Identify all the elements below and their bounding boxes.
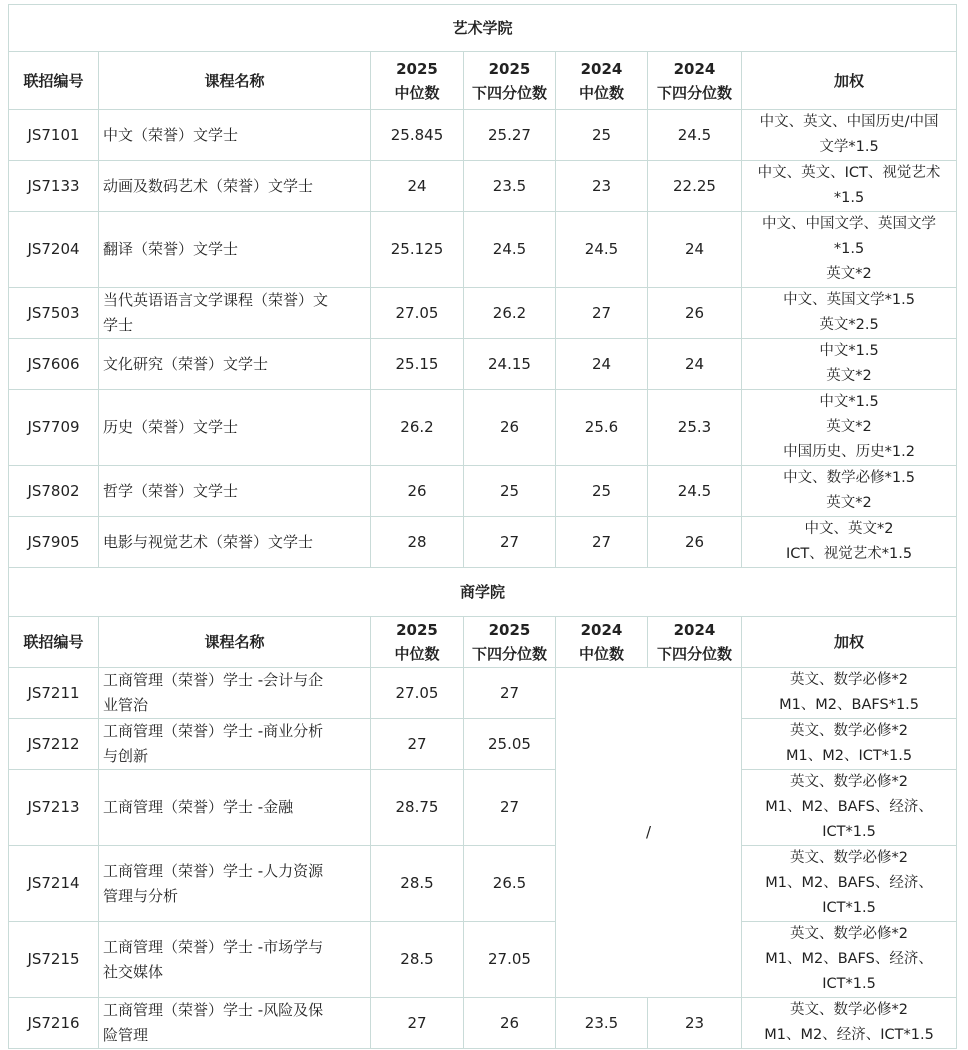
median-2025-line: 24 xyxy=(407,176,427,195)
course-name-line: 管理与分析 xyxy=(103,886,179,905)
median-2025-line: 28.75 xyxy=(395,798,439,816)
section-title-line: 商学院 xyxy=(460,582,506,601)
header-2025-median-line: 中位数 xyxy=(394,83,440,102)
column-header-row xyxy=(9,52,957,110)
lower-quartile-2025 xyxy=(464,161,556,212)
median-2025 xyxy=(371,390,464,466)
lower-quartile-2025 xyxy=(464,288,556,339)
table-row xyxy=(9,339,957,390)
table-row xyxy=(9,390,957,466)
course-name-line: 工商管理（荣誉）学士 -金融 xyxy=(103,798,294,816)
table-row xyxy=(9,110,957,161)
median-2025 xyxy=(371,719,464,770)
median-2025 xyxy=(371,212,464,288)
weighting-line: 中文、英国文学*1.5 xyxy=(783,292,915,308)
median-2025 xyxy=(371,998,464,1049)
lower-quartile-2024 xyxy=(648,161,742,212)
lower-quartile-2025-line: 25.05 xyxy=(488,734,531,753)
median-2025 xyxy=(371,110,464,161)
header-course-name xyxy=(99,617,371,668)
weighting xyxy=(742,922,957,998)
median-2025-line: 27.05 xyxy=(395,303,439,322)
lower-quartile-2024 xyxy=(648,390,742,466)
median-2025-line: 28 xyxy=(407,532,427,551)
weighting-line: ICT*1.5 xyxy=(822,976,876,992)
course-name-line: 中文（荣誉）文学士 xyxy=(103,125,239,144)
course-name xyxy=(99,466,371,517)
course-code-line: JS7215 xyxy=(27,950,80,968)
weighting xyxy=(742,517,957,568)
lower-quartile-2025-line: 27.05 xyxy=(488,950,531,968)
header-2025-median-line: 2025 xyxy=(396,621,438,639)
table-row xyxy=(9,517,957,568)
table-row xyxy=(9,161,957,212)
course-code xyxy=(9,288,99,339)
median-2025-line: 25.15 xyxy=(395,354,439,373)
weighting-line: M1、M2、经济、ICT*1.5 xyxy=(764,1027,934,1043)
table-row xyxy=(9,719,957,770)
table-row xyxy=(9,668,957,719)
lower-quartile-2025-line: 23.5 xyxy=(492,176,527,195)
table-row xyxy=(9,846,957,922)
course-name-line: 与创新 xyxy=(103,747,149,765)
weighting-line: ICT、视觉艺术*1.5 xyxy=(786,546,913,562)
lower-quartile-2025-line: 26 xyxy=(499,1013,520,1032)
lower-quartile-2024 xyxy=(648,998,742,1049)
median-2025-line: 25.125 xyxy=(390,240,444,258)
course-code xyxy=(9,998,99,1049)
course-code-line: JS7213 xyxy=(27,798,80,816)
lower-quartile-2025-line: 24.5 xyxy=(492,240,527,258)
weighting-line: 英文、数学必修*2 xyxy=(790,774,909,790)
weighting xyxy=(742,998,957,1049)
weighting xyxy=(742,668,957,719)
section-title xyxy=(9,568,957,617)
header-2025-median xyxy=(371,617,464,668)
header-2024-lower-quartile-line: 下四分位数 xyxy=(656,83,732,102)
table-row xyxy=(9,288,957,339)
header-2024-median-line: 2024 xyxy=(580,59,623,78)
median-2024-line: 27 xyxy=(591,303,612,322)
weighting-line: 英文*2 xyxy=(826,266,872,282)
median-2025-line: 26.2 xyxy=(400,418,434,436)
lower-quartile-2025 xyxy=(464,390,556,466)
median-2025-line: 27 xyxy=(407,1013,427,1032)
median-2025 xyxy=(371,466,464,517)
lower-quartile-2024-line: 26 xyxy=(684,532,705,551)
header-weighting-line: 加权 xyxy=(834,71,865,90)
header-2025-median-line: 中位数 xyxy=(394,645,440,663)
lower-quartile-2025-line: 25.27 xyxy=(488,125,531,144)
median-2025-line: 26 xyxy=(407,481,427,500)
lower-quartile-2025 xyxy=(464,846,556,922)
course-name xyxy=(99,668,371,719)
header-2024-lower-quartile xyxy=(648,52,742,110)
weighting-line: 英文、数学必修*2 xyxy=(790,723,909,739)
course-name xyxy=(99,998,371,1049)
course-name-line: 工商管理（荣誉）学士 -商业分析 xyxy=(103,722,324,740)
weighting-line: 英文、数学必修*2 xyxy=(790,850,909,866)
lower-quartile-2024-line: 24.5 xyxy=(677,481,712,500)
weighting xyxy=(742,110,957,161)
lower-quartile-2025 xyxy=(464,998,556,1049)
header-code-line: 联招编号 xyxy=(23,71,84,90)
median-2024-line: 24.5 xyxy=(584,240,619,258)
course-code xyxy=(9,719,99,770)
lower-quartile-2025-line: 26 xyxy=(499,418,520,436)
course-code-line: JS7802 xyxy=(27,481,80,500)
header-2024-median-line: 2024 xyxy=(580,621,623,639)
table-row xyxy=(9,922,957,998)
course-code xyxy=(9,770,99,846)
median-2024-line: 23.5 xyxy=(584,1013,619,1032)
lower-quartile-2025-line: 27 xyxy=(499,532,520,551)
course-code-line: JS7606 xyxy=(27,354,80,373)
header-2024-median-line: 中位数 xyxy=(578,83,624,102)
weighting-line: M1、M2、BAFS、经济、 xyxy=(765,799,933,815)
course-name xyxy=(99,390,371,466)
course-name-line: 工商管理（荣誉）学士 -市场学与 xyxy=(103,937,324,956)
median-2024-line: 27 xyxy=(591,532,612,551)
lower-quartile-2025 xyxy=(464,922,556,998)
course-code-line: JS7101 xyxy=(27,125,80,144)
course-name xyxy=(99,212,371,288)
course-name-line: 工商管理（荣誉）学士 -会计与企 xyxy=(103,671,324,689)
header-2025-lower-quartile-line: 下四分位数 xyxy=(471,83,547,102)
weighting xyxy=(742,390,957,466)
section-title xyxy=(9,5,957,52)
median-2024-line: 25 xyxy=(591,481,612,500)
lower-quartile-2024-line: 22.25 xyxy=(673,176,716,195)
header-2025-median-line: 2025 xyxy=(396,59,438,78)
course-name-line: 工商管理（荣誉）学士 -人力资源 xyxy=(103,861,324,880)
admission-table-container xyxy=(8,4,956,1049)
course-code xyxy=(9,922,99,998)
column-header-row xyxy=(9,617,957,668)
course-name xyxy=(99,517,371,568)
weighting-line: 中文、英文*2 xyxy=(804,521,894,537)
lower-quartile-2025-line: 26.5 xyxy=(492,874,527,892)
weighting-line: 中文、英文、ICT、视觉艺术 xyxy=(757,165,941,181)
header-2025-lower-quartile xyxy=(464,617,556,668)
lower-quartile-2025-line: 25 xyxy=(499,481,520,500)
course-name-line: 社交媒体 xyxy=(103,962,164,981)
header-2025-lower-quartile-line: 2025 xyxy=(488,621,531,639)
merged-2024-no-data-line: / xyxy=(645,823,652,841)
weighting xyxy=(742,719,957,770)
lower-quartile-2024-line: 24 xyxy=(684,354,705,373)
weighting xyxy=(742,288,957,339)
weighting-line: 英文*2.5 xyxy=(819,317,879,333)
header-2024-lower-quartile xyxy=(648,617,742,668)
lower-quartile-2025-line: 27 xyxy=(499,798,520,816)
median-2025 xyxy=(371,770,464,846)
weighting-line: 中文、数学必修*1.5 xyxy=(783,470,915,486)
header-2024-lower-quartile-line: 下四分位数 xyxy=(656,645,732,663)
weighting xyxy=(742,846,957,922)
course-name-line: 历史（荣誉）文学士 xyxy=(103,418,239,436)
course-code xyxy=(9,212,99,288)
median-2025 xyxy=(371,922,464,998)
course-code xyxy=(9,846,99,922)
header-2024-median-line: 中位数 xyxy=(578,645,624,663)
header-2025-lower-quartile xyxy=(464,52,556,110)
course-name xyxy=(99,288,371,339)
lower-quartile-2025 xyxy=(464,770,556,846)
course-code xyxy=(9,517,99,568)
section-header-row xyxy=(9,568,957,617)
course-name xyxy=(99,339,371,390)
median-2024-line: 25.6 xyxy=(584,418,619,436)
lower-quartile-2025 xyxy=(464,212,556,288)
course-name xyxy=(99,922,371,998)
weighting-line: 英文、数学必修*2 xyxy=(790,1002,909,1018)
median-2025 xyxy=(371,288,464,339)
section-title-line: 艺术学院 xyxy=(452,18,513,37)
weighting xyxy=(742,212,957,288)
header-2024-lower-quartile-line: 2024 xyxy=(673,59,716,78)
header-2025-lower-quartile-line: 下四分位数 xyxy=(471,645,547,663)
course-name xyxy=(99,846,371,922)
course-name xyxy=(99,719,371,770)
course-name-line: 文化研究（荣誉）文学士 xyxy=(103,354,269,373)
course-name xyxy=(99,770,371,846)
median-2024 xyxy=(556,466,648,517)
course-name-line: 翻译（荣誉）文学士 xyxy=(103,240,239,258)
header-2025-median xyxy=(371,52,464,110)
weighting-line: 中国历史、历史*1.2 xyxy=(783,444,915,460)
weighting-line: 中文*1.5 xyxy=(819,343,879,359)
weighting-line: 英文*2 xyxy=(826,495,872,511)
weighting-line: 英文*2 xyxy=(826,419,872,435)
weighting-line: 中文、中国文学、英国文学 xyxy=(762,216,937,232)
lower-quartile-2024 xyxy=(648,466,742,517)
weighting-line: 英文、数学必修*2 xyxy=(790,926,909,942)
course-code-line: JS7905 xyxy=(27,532,80,551)
median-2024 xyxy=(556,339,648,390)
median-2025 xyxy=(371,161,464,212)
median-2024 xyxy=(556,212,648,288)
weighting xyxy=(742,466,957,517)
course-name-line: 哲学（荣誉）文学士 xyxy=(103,481,239,500)
weighting-line: *1.5 xyxy=(833,190,865,206)
merged-2024-no-data xyxy=(556,668,742,998)
median-2025-line: 28.5 xyxy=(400,874,434,892)
section-header-row xyxy=(9,5,957,52)
lower-quartile-2024-line: 24 xyxy=(684,240,705,258)
lower-quartile-2024 xyxy=(648,212,742,288)
median-2025 xyxy=(371,668,464,719)
lower-quartile-2024 xyxy=(648,110,742,161)
median-2024-line: 24 xyxy=(591,354,612,373)
weighting xyxy=(742,339,957,390)
course-name-line: 业管治 xyxy=(103,696,149,714)
course-name xyxy=(99,161,371,212)
weighting-line: M1、M2、BAFS、经济、 xyxy=(765,951,933,967)
lower-quartile-2024-line: 25.3 xyxy=(677,418,712,436)
median-2024 xyxy=(556,517,648,568)
median-2024 xyxy=(556,288,648,339)
course-code xyxy=(9,466,99,517)
course-code-line: JS7212 xyxy=(27,734,80,753)
course-name-line: 电影与视觉艺术（荣誉）文学士 xyxy=(103,532,314,551)
course-code xyxy=(9,161,99,212)
lower-quartile-2024-line: 23 xyxy=(684,1013,705,1032)
median-2025-line: 25.845 xyxy=(390,125,444,144)
weighting-line: ICT*1.5 xyxy=(822,824,876,840)
lower-quartile-2025 xyxy=(464,110,556,161)
weighting-line: 英文、数学必修*2 xyxy=(790,672,909,688)
course-code-line: JS7211 xyxy=(27,683,80,702)
median-2025 xyxy=(371,339,464,390)
weighting-line: ICT*1.5 xyxy=(822,900,876,916)
course-name-line: 当代英语语言文学课程（荣誉）文 xyxy=(103,291,329,309)
course-code-line: JS7709 xyxy=(27,418,80,436)
median-2024 xyxy=(556,998,648,1049)
median-2025 xyxy=(371,846,464,922)
weighting-line: 英文*2 xyxy=(826,368,872,384)
admission-scores-table xyxy=(8,4,957,1049)
weighting-line: 中文*1.5 xyxy=(819,394,879,410)
table-row xyxy=(9,212,957,288)
median-2024 xyxy=(556,110,648,161)
header-course-name-line: 课程名称 xyxy=(204,71,265,90)
header-course-name-line: 课程名称 xyxy=(204,633,265,651)
course-code-line: JS7204 xyxy=(27,240,80,258)
lower-quartile-2025-line: 26.2 xyxy=(492,303,527,322)
lower-quartile-2024 xyxy=(648,288,742,339)
median-2025-line: 27 xyxy=(407,734,427,753)
weighting-line: M1、M2、BAFS、经济、 xyxy=(765,875,933,891)
header-code-line: 联招编号 xyxy=(23,633,84,651)
header-2024-median xyxy=(556,617,648,668)
header-code xyxy=(9,52,99,110)
course-name-line: 险管理 xyxy=(103,1026,149,1044)
course-code xyxy=(9,668,99,719)
header-weighting-line: 加权 xyxy=(834,633,865,651)
weighting-line: M1、M2、ICT*1.5 xyxy=(786,748,913,764)
median-2024 xyxy=(556,390,648,466)
course-name-line: 工商管理（荣誉）学士 -风险及保 xyxy=(103,1001,324,1019)
lower-quartile-2024-line: 24.5 xyxy=(677,125,712,144)
median-2025-line: 28.5 xyxy=(400,950,434,968)
weighting xyxy=(742,161,957,212)
lower-quartile-2025-line: 27 xyxy=(499,683,520,702)
weighting-line: 文学*1.5 xyxy=(819,139,879,155)
weighting-line: M1、M2、BAFS*1.5 xyxy=(779,697,920,713)
header-weighting xyxy=(742,52,957,110)
lower-quartile-2024-line: 26 xyxy=(684,303,705,322)
course-code-line: JS7133 xyxy=(27,176,80,195)
course-code xyxy=(9,110,99,161)
course-code xyxy=(9,339,99,390)
lower-quartile-2025 xyxy=(464,719,556,770)
course-code-line: JS7503 xyxy=(27,303,80,322)
lower-quartile-2025 xyxy=(464,668,556,719)
course-name-line: 动画及数码艺术（荣誉）文学士 xyxy=(103,176,314,195)
lower-quartile-2024 xyxy=(648,339,742,390)
median-2024 xyxy=(556,161,648,212)
table-row xyxy=(9,998,957,1049)
median-2024-line: 23 xyxy=(591,176,612,195)
header-code xyxy=(9,617,99,668)
lower-quartile-2025 xyxy=(464,339,556,390)
header-weighting xyxy=(742,617,957,668)
weighting-line: *1.5 xyxy=(833,241,865,257)
weighting-line: 中文、英文、中国历史/中国 xyxy=(759,114,939,130)
course-code xyxy=(9,390,99,466)
lower-quartile-2024 xyxy=(648,517,742,568)
table-body xyxy=(9,5,957,1049)
median-2024-line: 25 xyxy=(591,125,612,144)
lower-quartile-2025 xyxy=(464,517,556,568)
median-2025-line: 27.05 xyxy=(395,683,439,702)
course-code-line: JS7214 xyxy=(27,874,80,892)
table-row xyxy=(9,466,957,517)
lower-quartile-2025-line: 24.15 xyxy=(488,354,531,373)
header-course-name xyxy=(99,52,371,110)
header-2025-lower-quartile-line: 2025 xyxy=(488,59,531,78)
lower-quartile-2025 xyxy=(464,466,556,517)
course-code-line: JS7216 xyxy=(27,1013,80,1032)
median-2025 xyxy=(371,517,464,568)
table-row xyxy=(9,770,957,846)
header-2024-lower-quartile-line: 2024 xyxy=(673,621,716,639)
header-2024-median xyxy=(556,52,648,110)
weighting xyxy=(742,770,957,846)
course-name xyxy=(99,110,371,161)
course-name-line: 学士 xyxy=(103,316,134,334)
